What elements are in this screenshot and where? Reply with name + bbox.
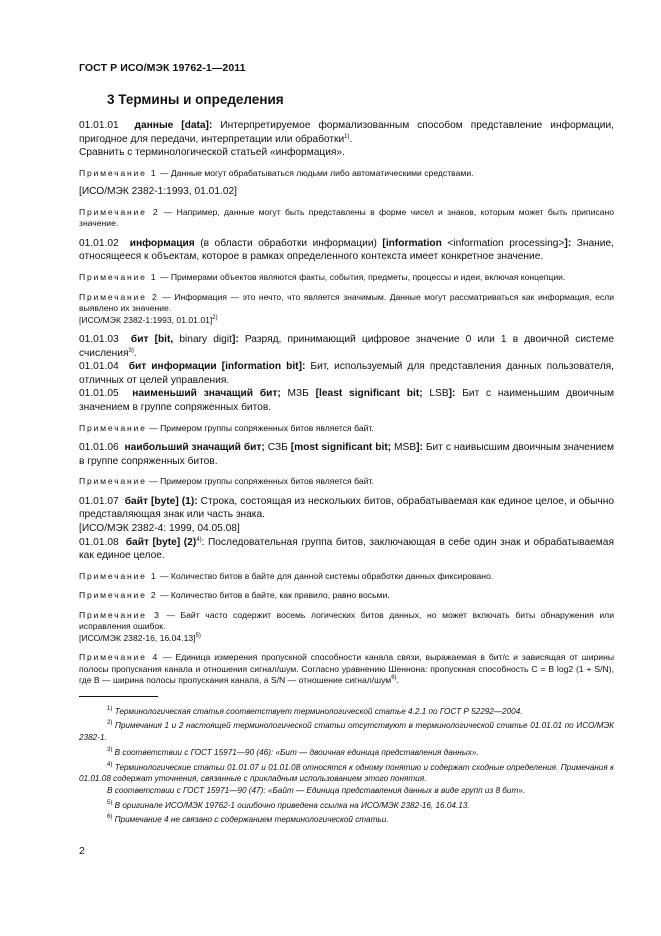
term-crossref: Сравнить с терминологической статьей «информация». [79, 147, 345, 159]
term-definition: Интерпретируемое формализованным способом представление информации, пригодное для передачи, интерпретации или обработки [79, 120, 615, 145]
term-definition: Знание, относящееся к объектам, которое в рамках определенного контекста имеет конкретное значение. [79, 237, 614, 263]
term-end: . [133, 347, 137, 359]
note-text: — Байт часто содержит восемь логических битов данных, но может включать биты обнаружения или исправления ошибок. [79, 609, 614, 632]
footnote-separator [79, 696, 158, 697]
term-number: 01.01.05 [79, 388, 119, 400]
note [79, 272, 614, 284]
note-text: — Количество битов в байте для данной системы обработки данных фиксировано. [157, 570, 494, 581]
term-entry-information [79, 237, 614, 264]
note [79, 423, 614, 435]
term-definition: Бит с наивысшим двоичным значением в группе сопряженных битов. [79, 442, 614, 467]
term-english-context: <information processing> [441, 237, 565, 249]
page-number: 2 [79, 845, 85, 857]
note-label: Примечание 1 [79, 272, 158, 283]
footnote-text: Терминологические статьи 01.01.07 и 01.01.08 относятся к одному понятию и содержат сходные определения. Примечания к 01.01.08 содержат уточнения, связанные с прикладным использованием этого понятия. [79, 762, 614, 784]
footnote-text: В соответствии с ГОСТ 15971—90 (46): «Бит — двоичная единица представления данных». [112, 747, 479, 757]
term-entry-lsb [79, 387, 614, 414]
source-reference: [ИСО/МЭК 2382-4: 1999, 04.05.08] [79, 523, 240, 534]
note [79, 292, 614, 315]
footnote [79, 762, 614, 785]
term-context: (в области обработки информации) [194, 237, 383, 249]
note-label: Примечание 1 [79, 570, 158, 581]
footnote-ref[interactable]: 2) [212, 314, 218, 321]
note-label: Примечание 3 [79, 609, 161, 620]
source-reference [79, 315, 614, 327]
reference-text: [ИСО/МЭК 2382-16, 16.04.13] [79, 632, 196, 643]
note-text: — Примером группы сопряженных битов является байт. [146, 422, 374, 433]
term-english-end: ]: [416, 442, 423, 454]
note-text: — Количество битов в байте, как правило, равно восьми. [157, 590, 390, 601]
source-reference: [ИСО/МЭК 2382-1:1993, 01.01.02] [79, 186, 237, 198]
footnote-number: 6) [107, 814, 113, 821]
note [79, 590, 614, 602]
term-english-abbreviation: LSB [422, 388, 449, 400]
page-header: ГОСТ Р ИСО/МЭК 19762-1—2011 [79, 62, 246, 74]
note-label: Примечание 2 [79, 590, 158, 601]
note-label: Примечание [79, 422, 147, 433]
term-name: данные [data]: [134, 120, 213, 131]
note-label: Примечание 4 [79, 652, 160, 663]
note [79, 571, 614, 583]
footnote-ref[interactable]: 4) [196, 536, 202, 543]
term-definition: : Последовательная группа битов, заключающая в себе один знак и обрабатываемая как единое целое. [79, 536, 614, 562]
term-english: [information [382, 237, 442, 249]
term-number: 01.01.04 [79, 361, 119, 373]
note-label: Примечание 2 [79, 206, 160, 217]
reference-text: [ИСО/МЭК 2382-1:1993, 01.01.01] [79, 314, 213, 325]
note-end: . [396, 675, 399, 686]
note-label: Примечание 2 [79, 291, 159, 302]
term-english: binary digit [173, 334, 232, 346]
note [79, 476, 614, 488]
term-definition: Бит, используемый для представления данных пользователя, отличных от целей управления. [79, 361, 614, 386]
footnote-number: 5) [107, 799, 113, 806]
footnote-number: 4) [107, 761, 113, 768]
note-text: — Данные могут обрабатываться людьми либо автоматическими средствами. [157, 167, 474, 178]
note [79, 168, 614, 180]
term-name: наибольший значащий бит; [124, 442, 265, 454]
footnote-number: 1) [107, 705, 113, 712]
term-entry-byte-2 [79, 536, 614, 563]
footnote-text: Терминологическая статья соответствует терминологической статье 4.2.1 по ГОСТ Р 52292—2004. [112, 706, 523, 716]
footnote [79, 706, 614, 718]
footnotes [79, 706, 614, 826]
term-entry-msb [79, 441, 614, 468]
footnote [79, 720, 614, 743]
note-label: Примечание [79, 476, 147, 487]
footnote-text: В оригинале ИСО/МЭК 19762-1 ошибочно приведена ссылка на ИСО/МЭК 2382-16, 16.04.13. [112, 800, 470, 810]
term-definition: Бит с наименьшим двоичным значением в группе сопряженных битов. [79, 388, 614, 414]
footnote-text: Примечание 4 не связано с содержанием терминологической статьи. [112, 815, 389, 825]
document-body [79, 92, 614, 829]
term-name: бит информации [information bit]: [128, 361, 306, 373]
footnote-text: Примечания 1 и 2 настоящей терминологической статьи отсутствуют в терминологической статье 01.01.01 по ИСО/МЭК 2382-1. [79, 721, 614, 743]
footnote-continuation [79, 785, 614, 797]
term-number: 01.01.02 [79, 237, 119, 249]
term-abbreviation: МЗБ [280, 388, 316, 400]
term-number: 01.01.03 [79, 334, 119, 346]
note [79, 610, 614, 633]
term-name: байт [byte] (2) [125, 536, 197, 548]
term-name: информация [129, 237, 195, 249]
source-reference [79, 633, 614, 645]
footnote-number: 2) [107, 720, 113, 727]
note [79, 652, 614, 687]
term-definition: Строка, состоящая из нескольких битов, обрабатываемая как единое целое, и обычно представляющая знак или часть знака. [79, 495, 614, 521]
footnote-ref[interactable]: 3) [128, 347, 134, 354]
note-text: — Например, данные могут быть представлены в форме чисел и знаков, которым может быть приписано значение. [79, 206, 614, 229]
term-english-end: ]: [564, 237, 572, 249]
term-name: наименьший значащий бит; [132, 388, 281, 400]
term-name: бит [bit, [130, 334, 174, 346]
note-label: Примечание 1 [79, 167, 158, 178]
term-english: [least significant bit; [315, 388, 423, 400]
note-text: — Информация — это нечто, что является значимым. Данные могут рассматриваться как информация, если выявлено их значение. [79, 291, 614, 314]
term-end: . [349, 133, 353, 145]
term-number: 01.01.06 [79, 442, 119, 454]
term-number: 01.01.01 [79, 120, 119, 131]
section-title: 3 Термины и определения [107, 92, 284, 107]
term-name: байт [byte] (1): [124, 495, 198, 507]
term-entry-data [79, 119, 614, 160]
term-english-abbreviation: MSB [391, 442, 417, 454]
footnote-ref[interactable]: 1) [344, 133, 350, 140]
term-definition: Разряд, принимающий цифровое значение 0 или 1 в двоичной системе счисления [79, 334, 615, 359]
footnote [79, 800, 614, 812]
footnote-number: 3) [107, 746, 113, 753]
term-english: [most significant bit; [290, 442, 392, 454]
note-text: — Единица измерения пропускной способности канала связи, выражаемая в бит/с и зависящая от ширины полосы пропускания канала и отношения сигнал/шум. Согласно уравнению Шеннона: пропускная способность C = B log2 (1 + S/N), где B — ширина полосы пропускания канала, а S/N — отношение сигнал/шум [79, 652, 614, 686]
footnote-text: В соответствии с ГОСТ 15971—90 (47): «Байт — Единица представления данных в виде групп из 8 бит». [107, 786, 526, 795]
note-text: — Примером группы сопряженных битов является байт. [146, 476, 374, 487]
term-entry-information-bit [79, 360, 614, 387]
footnote [79, 747, 614, 759]
term-abbreviation: СЗБ [264, 442, 291, 454]
term-number: 01.01.08 [79, 536, 119, 548]
note [79, 207, 614, 230]
footnote-ref[interactable]: 6) [391, 675, 397, 682]
term-english-end: ]: [231, 334, 239, 346]
term-entry-bit [79, 333, 614, 360]
term-number: 01.01.07 [79, 495, 119, 507]
note-text: — Примерами объектов являются факты, события, предметы, процессы и идеи, включая концепции. [157, 272, 566, 283]
footnote-ref[interactable]: 5) [195, 632, 201, 639]
footnote [79, 814, 614, 826]
term-english-end: ]: [448, 388, 456, 400]
term-entry-byte-1 [79, 495, 614, 522]
